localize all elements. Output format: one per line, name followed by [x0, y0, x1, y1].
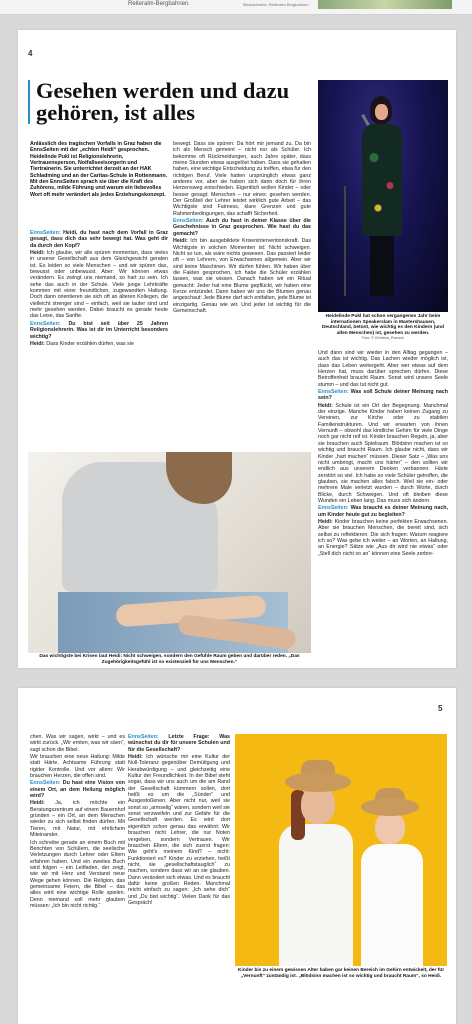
text-paragraph: Und dann sind wir wieder in den Alltag gegangen – auch das ist wichtig. Das Lachen wieder möglich ist, dass das Leben weitergeht. Aber wer etwas auf dem Herzen hat, muss darüber sprechen dürfen. Diese Betroffenheit braucht Raum. Sonst wird unsere Seele stumm – und das tut nicht gut. — [318, 350, 448, 388]
text-column-2 — [173, 141, 311, 315]
question-paragraph: EnnsSeiten: Heidi, du hast nach dem Vorfall in Graz gesagt, dass dich das sehr bewegt hat. Was geht dir da durch den Kopf? — [30, 230, 168, 249]
photo-credit: Foto: © Christina_Poersch — [361, 336, 405, 340]
question-paragraph: EnnsSeiten: Was braucht es deiner Meinung nach, um Kinder heute gut zu begleiten? — [318, 505, 448, 518]
text-paragraph: Ich schreibe gerade an einem Buch mit Berichten von Schülern, die seelische Verletzungen durch Lehrer oder Eltern erfahren haben. Und ein zweites Buch wird folgen – ein Leitfaden, der zeigt, wie wir mit Herz und Verstand neue Wege gehen können. Die Religion, das gemeinsame Feiern, die Bibel – das alles wird eine wichtige Rolle spielen. Denn niemand soll mehr glauben müssen: „Ich bin nicht richtig.“ — [30, 839, 125, 909]
sun-hat-icon — [361, 798, 419, 816]
kids-photo-caption: Kinder bis zu einem gewissen Alter haben gar keinen Bereich im Gehirn entwickelt, der für „Vernunft“ zuständig ist. „Blödsinn machen ist so wichtig und braucht Raum“, so Heidi. — [237, 968, 445, 979]
text-paragraph: chen. Was wir sagen, wirkt – und es wirkt zurück. „Wir ernten, was wir säen“, sagt schon die Bibel. — [30, 734, 125, 753]
previous-page-photo — [318, 0, 452, 9]
answer-paragraph: Heidi: Ja, ich möchte ein Beratungszentrum auf einem Bauernhof gründen – ein Ort, an dem Menschen wieder zu sich selbst finden dürfen. Mit Tieren, mit Natur, mit ehrlichem Miteinander. — [30, 800, 125, 839]
speaker-photo-caption: Heidelinde Pukl hat schon vergangenes Jahr beim internationen Speakerslam in Mastershausen, Deutschland, betont, wie wichtig es den Kindern (und allen Menschen) ist, gesehen zu werden. Foto: © Christina_Poersch — [318, 314, 448, 342]
article-headline: Gesehen werden und dazu gehören, ist alles — [28, 80, 321, 124]
sun-hat-icon — [285, 772, 351, 792]
speaker-on-stage-photo — [318, 80, 448, 312]
question-paragraph: EnnsSeiten: Was soll Schule deiner Meinung nach sein? — [318, 389, 448, 402]
article-lead: Anlässlich des tragischen Vorfalls in Graz haben die EnnsSeiten mit der „echten Heidi“ gesprochen. Heidelinde Pukl ist Religionslehrerin, Vertrauensperson, Notfallseelsorgerin und Tiertrainerin. Sie unterrichtet derzeit an der HAK Schladming und an der Caritas-Schule in Rottenmann. Mit den EnnsSeiten sprach sie über die Kraft des Zuhörens, milde Führung und warum ein liebevolles Wort oft mehr verändert als jedes Erziehungskonzept. — [30, 141, 168, 198]
question-paragraph: EnnsSeiten: Letzte Frage: Was wünschst du dir für unsere Schulen und für die Gesellschaft? — [128, 734, 230, 753]
previous-page-credit: Bildnachweis: Reiteralm Bergbahnen — [243, 2, 309, 7]
question-paragraph: EnnsSeiten: Du hast eine Vision von einem Ort, an dem Heilung möglich wird? — [30, 780, 125, 800]
answer-paragraph: Heidi: Ich bin ausgebildete Kriseninterventionskraft. Das Wichtigste in solchen Momenten ist: Nicht schweigen. Nicht so tun, als wäre nichts gewesen. Das passiert leider oft – von Lehrern, von Erwachsenen allgemein. Aber wir sind keine Maschinen. Wir dürfen fühlen. Wir haben über die Fakten gesprochen, ich habe die Schüler erzählen lassen, was sie wissen. Danach haben wir ein Ritual gemacht: Jeder hat eine Blume gepflückt, wir haben eine Kerze entzündet. Dann haben wir uns die Blumen genau angeschaut: Jede Blume darf sich entfalten, jede Blume ist einzigartig. Genau wie wir. Und jeder ist wichtig für die Gemeinschaft. — [173, 238, 311, 314]
two-kids-in-hats-photo — [235, 734, 447, 966]
magazine-page-4 — [18, 30, 456, 668]
answer-paragraph: Heidi: Kinder brauchen keine perfekten Erwachsenen. Aber sie brauchen Menschen, die bereit sind, sich selbst zu reflektieren. Die sich fragen: Warum reagiere ich so? Was gebe ich weiter – an Worten, an Haltung, an Energie? Sätze wie „Aus dir wird nie etwas“ oder „Stell dich nicht so an“ können eine Seele zerbre- — [318, 518, 448, 557]
answer-paragraph: Heidi: Ich glaube, wir alle spüren momentan, dass vieles in unserer Gesellschaft aus dem Gleichgewicht geraten ist. Es leiden so viele Menschen – und wir spüren das, bewusst oder unbewusst. Aber: Wir können etwas verändern. Es zwingt uns niemand, so hart zu sein. Ich sehe das auch in der Schule. Viele junge Lehrkräfte kommen mit einer freundlichen, zugewandten Haltung. Doch dann orientieren sie sich oft an älteren Kollegen, die vielleicht strenger sind – einfach, weil sie lauter sind und mehr gesehen werden. Dabei braucht es gerade heute das Leise, das Sanfte. — [30, 250, 168, 320]
text-paragraph: Wir brauchen eine neue Haltung: Milde statt Härte. Achtsame Führung statt rigider Kontrolle. Und vor allem: Wir brauchen Herzen, die offen sind. — [30, 754, 125, 780]
hands-photo-caption: Das wichtigste bei Krisen laut Heidi: Nicht schweigen, sondern den Gefühle Raum geben und darüber reden. „Das Zugehörigkeitsgefühl ist so existenziell für uns Menschen.“ — [39, 654, 300, 665]
answer-paragraph: Heidi: Ich wünsche mir eine Kultur der Null-Toleranz gegenüber Demütigung und Herabwürdigung – und gleichzeitig eine Kultur der Freundlichkeit. In der Bibel steht sogar, dass wir uns auch um die am Rand der Gesellschaft kümmern sollen, dort heißt es um die „Sünder“ und Ausgestoßenen. Aber nicht nur, weil sie sonst so „armselig“ wären, sondern weil sie sonst verzweifeln und zur Gefahr für die Gesellschaft werden. Es wird dort eigentlich schon genau das erwähnt: Wir brauchen nicht Lehrer, die nur Noten vergeben, sondern Vertrauen. Wir brauchen Eltern, die sich zuerst fragen: Wie geht's meinem Kind? – nicht: Funktioniert es? Kinder zu erziehen, heißt nicht, sie „gesellschaftstauglich“ zu machen, sondern dass wir an sie glauben. Dann verändert sich etwas. Und es braucht dafür keine großen Reden. Manchmal reicht einfach zu sagen: „Ich sehe dich“ und „Du bist wichtig“. Vielen Dank für das Gespräch! — [128, 754, 230, 906]
question-paragraph: EnnsSeiten: Du bist seit über 25 Jahren Religionslehrerin. Was ist dir im Unterricht besonders wichtig? — [30, 320, 168, 340]
question-paragraph: EnnsSeiten: Auch du hast in deiner Klasse über die Geschehnisse in Graz gesprochen. Wie hast du das gemacht? — [173, 218, 311, 237]
magazine-page-5 — [18, 688, 456, 1024]
text-column-1 — [30, 230, 168, 348]
answer-paragraph: Heidi: Schule ist ein Ort der Begegnung. Manchmal der einzige. Manche Kinder haben keinen Zugang zu Vereinen, zur Kirche oder zu stabilen Familienstrukturen. Und wir erwarten von ihnen Vernunft – obwohl das kindliche Gehirn für viele Dinge noch gar nicht reif ist. Kinder brauchen Regeln, ja, aber sie brauchen auch Spielraum. Blödsinn machen ist so wichtig und braucht Raum. Ich glaube nicht, dass wir Kinder „hart machen“ müssen. Dieser Satz – „Was uns nicht umbringt, macht uns härter“ – den sollten wir endlich aus unserem Denken verbannen. Härte zerstört so viel. Ich habe so viele Schüler getroffen, die glauben, sie machen alles falsch. Weil sie ein- oder mehrere Male verletzt wurden – durch Worte, durch Blicke, durch Schweigen. Und oft bleiben diese Wunden ein Leben lang. Das muss sich ändern. — [318, 402, 448, 504]
text-column-3 — [318, 350, 448, 558]
previous-page-strip — [0, 0, 472, 15]
comforting-hands-photo — [28, 452, 311, 653]
text-column-5 — [128, 734, 230, 907]
answer-paragraph: Heidi: Dass Kinder erzählen dürfen, was sie — [30, 340, 134, 347]
text-paragraph: bewegt. Dass sie spüren: Da hört mir jemand zu. Da bin ich als Mensch gemeint – nicht nur als Schüler. Ich bekomme oft Rückmeldungen, auch Jahre später, dass meine Stunden etwas ausgelöst haben. Dass sie gehalten haben, eine wichtige Entscheidung zu treffen, etwa für den richtigen Beruf. Viele hatten ursprünglich etwas ganz anderes vor, aber sie haben sich dann doch für ihren Herzensweg entschieden. Eigentlich wollen Kinder – oder besser gesagt: Menschen – nur eines: gesehen werden. Der Großteil der Lehrer leistet wirklich gute Arbeit – das Wichtigste sind Fairness, klare Grenzen und gute Rahmenbedingungen, das schafft Sicherheit. — [173, 141, 311, 217]
text-column-4 — [30, 734, 125, 910]
previous-page-text: Reiteralm-Bergbahnen. — [128, 1, 191, 7]
page-number: 4 — [28, 49, 33, 58]
page-number: 5 — [438, 704, 443, 713]
